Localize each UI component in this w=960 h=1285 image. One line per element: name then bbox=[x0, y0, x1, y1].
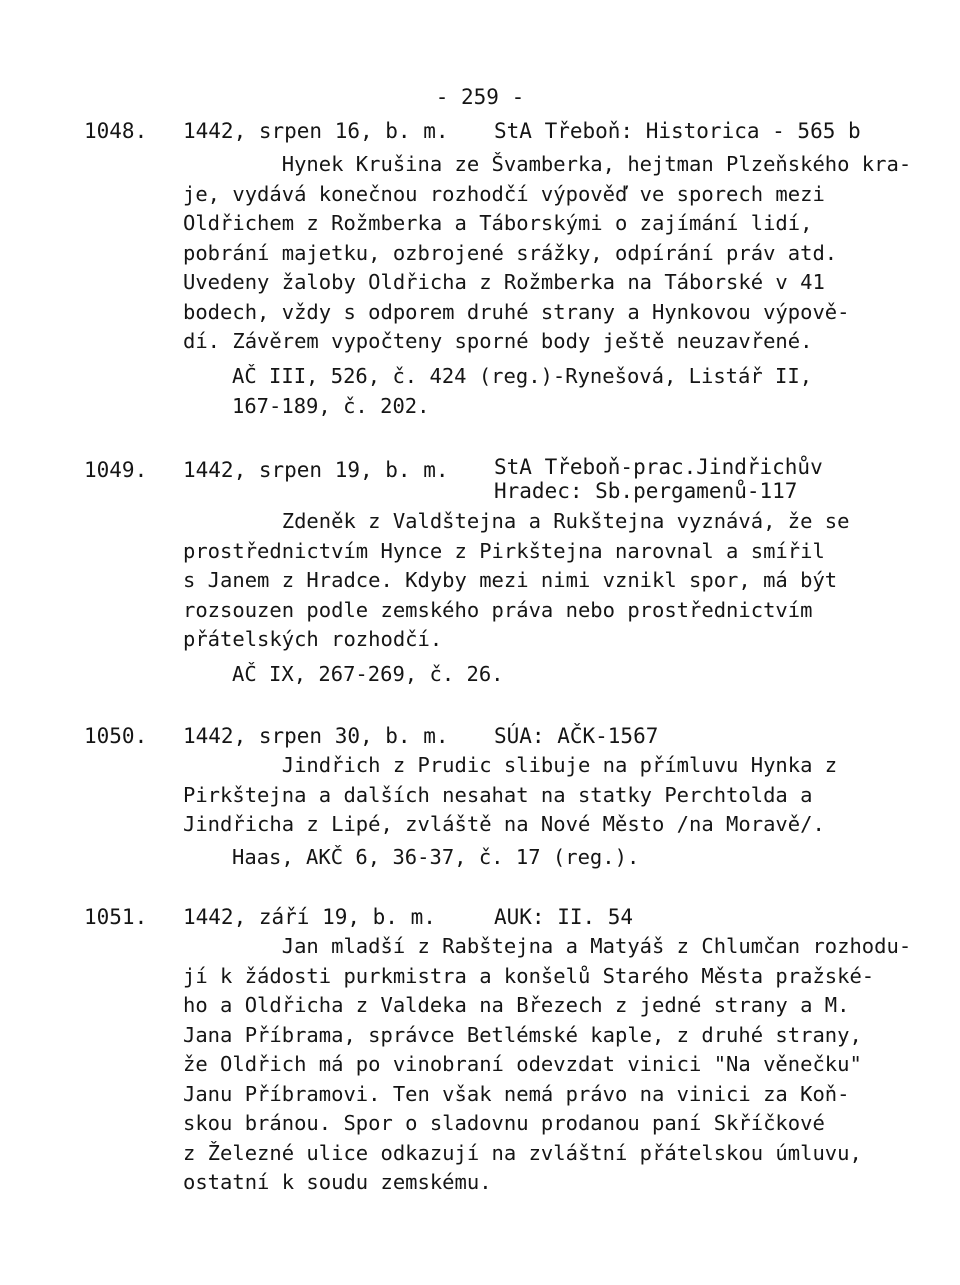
entry-number: 1048. bbox=[84, 119, 148, 143]
entry-text: Jan mladší z Rabštejna a Matyáš z Chlumčan rozhodu- jí k žádosti purkmistra a konšelů Starého Města pražské- ho a Oldřicha z Valdeka na Březech z jedné strany a M. Jana Příbrama, správce Betlémské kaple, z druhé strany, že Oldřich má po vinobraní odevzdat vinici "Na věnečku" Janu Příbramovi. Ten však nemá právo na vinici za Koň- skou bránou. Spor o sladovnu prodanou paní Skříčkové z Železné ulice odkazují na zvláštní přátelskou úmluvu, ostatní k soudu zemskému. bbox=[183, 934, 912, 1194]
entry-text: Hynek Krušina ze Švamberka, hejtman Plzeňského kra- je, vydává konečnou rozhodčí výpověď ve sporech mezi Oldřichem z Rožmberka a Táborskými o zajímání lidí, pobrání majetku, ozbrojené srážky, odpírání práv atd. Uvedeny žaloby Oldřicha z Rožmberka na Táborské v 41 bodech, vždy s odporem druhé strany a Hynkovou výpově- dí. Závěrem vypočteny sporné body ještě neuzavřené. bbox=[183, 152, 912, 353]
page-number: - 259 - bbox=[435, 85, 525, 109]
entry-source: StA Třeboň: Historica - 565 b bbox=[494, 119, 861, 143]
entry-date: 1442, srpen 30, b. m. bbox=[183, 724, 449, 748]
entry-source: SÚA: AČK-1567 bbox=[494, 724, 659, 748]
entry-number: 1050. bbox=[84, 724, 148, 748]
entry-source: AUK: II. 54 bbox=[494, 905, 634, 929]
entry-text: Zdeněk z Valdštejna a Rukštejna vyznává, že se prostřednictvím Hynce z Pirkštejna narovnal a smířil s Janem z Hradce. Kdyby mezi nimi vznikl spor, má být rozsouzen podle zemského práva nebo prostřednictvím přátelských rozhodčí. bbox=[183, 509, 850, 651]
entry-date: 1442, srpen 16, b. m. bbox=[183, 119, 449, 143]
entry-date: 1442, srpen 19, b. m. bbox=[183, 458, 449, 482]
entry-source: StA Třeboň-prac.Jindřichův Hradec: Sb.pergamenů-117 bbox=[494, 455, 823, 503]
entry-reference: AČ IX, 267-269, č. 26. bbox=[232, 662, 504, 686]
entry-number: 1051. bbox=[84, 905, 148, 929]
entry-text: Jindřich z Prudic slibuje na přímluvu Hynka z Pirkštejna a dalších nesahat na statky Perchtolda a Jindřicha z Lipé, zvláště na Nové Město /na Moravě/. bbox=[183, 753, 838, 836]
entry-reference: AČ III, 526, č. 424 (reg.)-Rynešová, Listář II, 167-189, č. 202. bbox=[232, 364, 813, 418]
entry-reference: Haas, AKČ 6, 36-37, č. 17 (reg.). bbox=[232, 845, 640, 869]
entry-number: 1049. bbox=[84, 458, 148, 482]
entry-date: 1442, září 19, b. m. bbox=[183, 905, 436, 929]
